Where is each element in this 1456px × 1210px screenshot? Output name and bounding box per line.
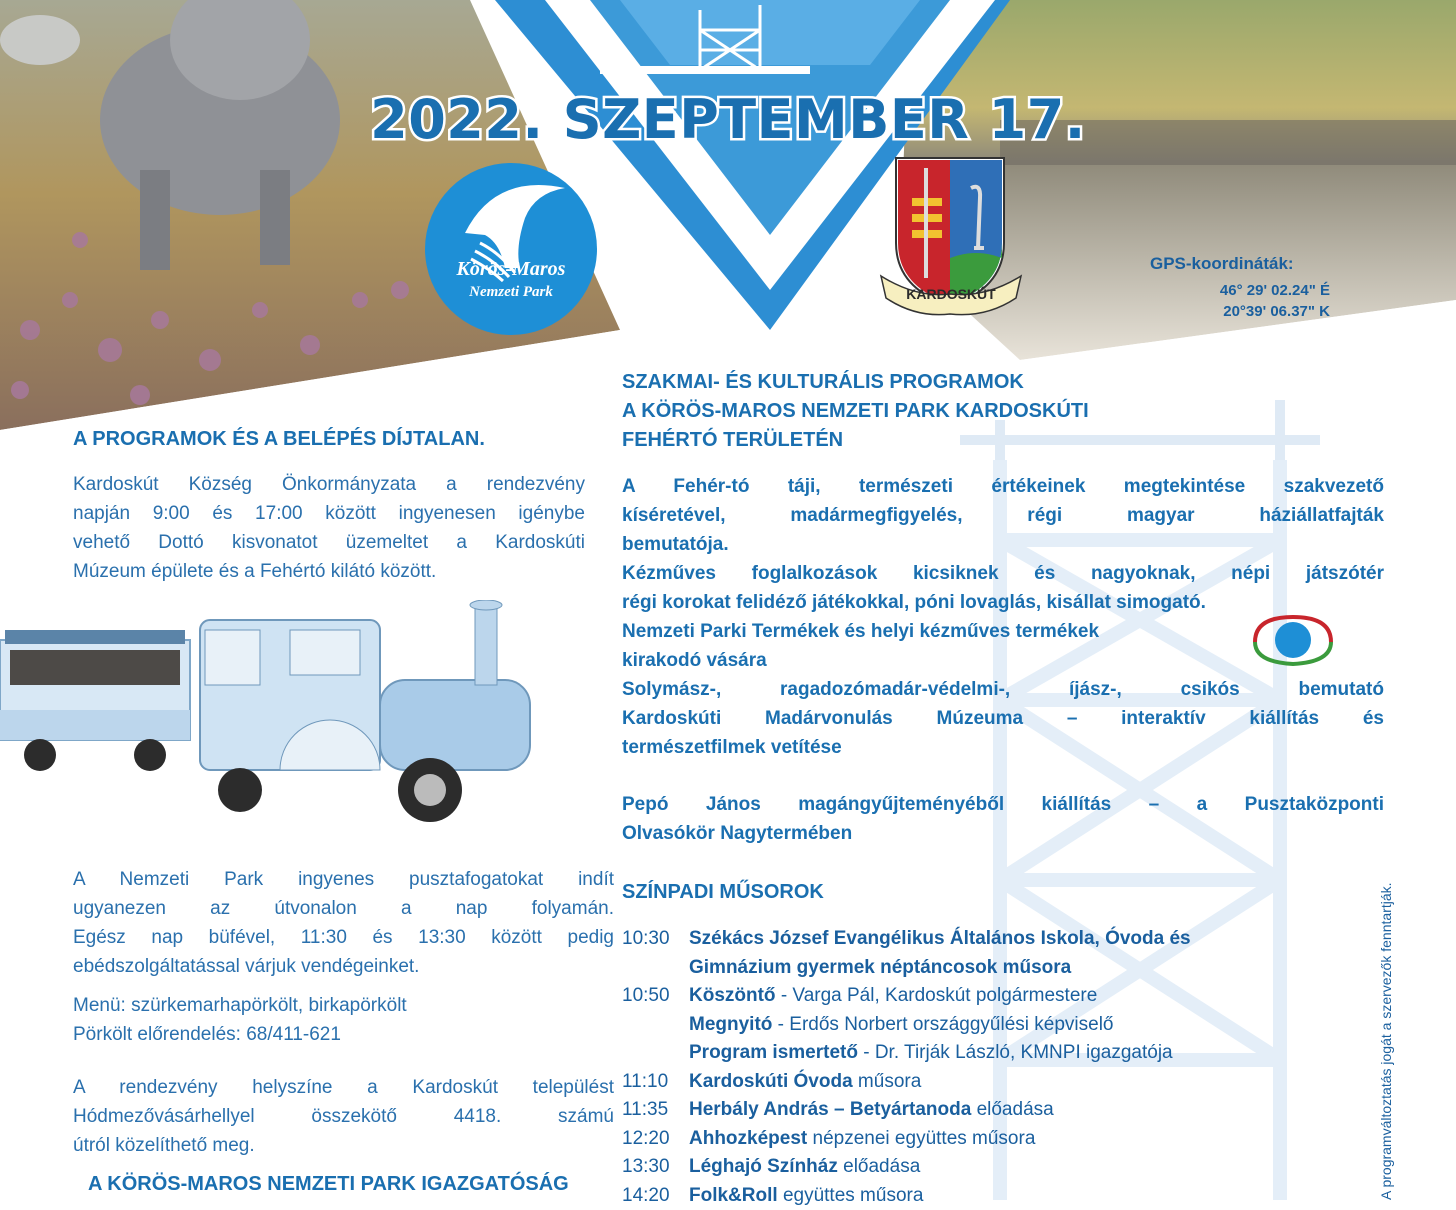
program-crafts bbox=[622, 559, 1384, 617]
schedule-detail: - Erdős Norbert országgyűlési képviselő bbox=[772, 1014, 1113, 1035]
schedule-time: 14:20 bbox=[622, 1182, 689, 1210]
schedule-performer: Folk&Roll bbox=[689, 1185, 778, 1206]
schedule-performer: Köszöntő bbox=[689, 985, 776, 1006]
directorate-heading: A KÖRÖS-MAROS NEMZETI PARK IGAZGATÓSÁG bbox=[88, 1173, 569, 1196]
schedule-row bbox=[622, 1068, 1382, 1097]
schedule-performer: Program ismertető bbox=[689, 1042, 858, 1063]
text-line: Egész nap büfével, 11:30 és 13:30 között pedig bbox=[73, 923, 614, 952]
schedule-time: 11:10 bbox=[622, 1068, 689, 1097]
schedule-row bbox=[622, 1096, 1382, 1125]
text-line: Kardoskút Község Önkormányzata a rendezvény bbox=[73, 470, 585, 499]
text-line: bemutatója. bbox=[622, 530, 1384, 559]
text-line: Nemzeti Parki Termékek és helyi kézműves termékek bbox=[622, 617, 1242, 646]
text-line: Olvasókör Nagytermében bbox=[622, 819, 1384, 848]
schedule-performer: Herbály András – Betyártanoda bbox=[689, 1099, 971, 1120]
menu-text: Menü: szürkemarhapörkölt, birkapörkölt bbox=[73, 991, 407, 1020]
schedule-time: 13:30 bbox=[622, 1153, 689, 1182]
schedule-detail: együttes műsora bbox=[778, 1185, 924, 1206]
text-line: ebédszolgáltatással várjuk vendégeinket. bbox=[73, 952, 614, 981]
schedule-row bbox=[622, 1153, 1382, 1182]
heading-line: A KÖRÖS-MAROS NEMZETI PARK KARDOSKÚTI bbox=[622, 397, 1089, 426]
schedule-time bbox=[622, 954, 689, 983]
program-market bbox=[622, 617, 1242, 675]
schedule-time: 11:35 bbox=[622, 1096, 689, 1125]
train-paragraph bbox=[73, 470, 585, 586]
schedule-time: 10:30 bbox=[622, 925, 689, 954]
schedule-performer: Kardoskúti Óvoda bbox=[689, 1071, 853, 1092]
program-nature-tour bbox=[622, 472, 1384, 559]
text-line: Solymász-, ragadozómadár-védelmi-, íjász-, csikós bemutató bbox=[622, 675, 1384, 704]
schedule-detail: előadása bbox=[971, 1099, 1053, 1120]
text-line: kirakodó vására bbox=[622, 646, 1242, 675]
stage-schedule bbox=[622, 925, 1382, 1210]
crest-banner-text: KARDOSKÚT bbox=[876, 286, 1026, 302]
schedule-detail: - Dr. Tirják László, KMNPI igazgatója bbox=[858, 1042, 1173, 1063]
preorder-text: Pörkölt előrendelés: 68/411-621 bbox=[73, 1020, 341, 1049]
schedule-row bbox=[622, 982, 1382, 1011]
schedule-row bbox=[622, 954, 1382, 983]
schedule-row bbox=[622, 1125, 1382, 1154]
park-logo-subtitle: Nemzeti Park bbox=[425, 284, 597, 301]
schedule-time: 10:50 bbox=[622, 982, 689, 1011]
event-date: 2022. SZEPTEMBER 17. bbox=[0, 88, 1456, 151]
text-line: régi korokat felidéző játékokkal, póni lovaglás, kisállat simogató. bbox=[622, 588, 1384, 617]
park-logo-name: Körös-Maros bbox=[425, 258, 597, 281]
text-line: Pepó János magángyűjteményéből kiállítás – a Pusztaközponti bbox=[622, 790, 1384, 819]
dotto-train-illustration bbox=[0, 600, 560, 840]
heading-line: SZAKMAI- ÉS KULTURÁLIS PROGRAMOK bbox=[622, 368, 1089, 397]
program-exhibition bbox=[622, 790, 1384, 848]
heading-line: FEHÉRTÓ TERÜLETÉN bbox=[622, 426, 1089, 455]
text-line: természetfilmek vetítése bbox=[622, 733, 1384, 762]
text-line: Hódmezővásárhellyel összekötő 4418. számú bbox=[73, 1102, 614, 1131]
program-falconry bbox=[622, 675, 1384, 762]
text-line: A Fehér-tó táji, természeti értékeinek megtekintése szakvezető bbox=[622, 472, 1384, 501]
schedule-detail: népzenei együttes műsora bbox=[807, 1128, 1035, 1149]
venue-paragraph bbox=[73, 1073, 614, 1160]
schedule-row bbox=[622, 1011, 1382, 1040]
schedule-performer: Gimnázium gyermek néptáncosok műsora bbox=[689, 957, 1071, 978]
text-line: napján 9:00 és 17:00 között ingyenesen igénybe bbox=[73, 499, 585, 528]
park-product-badge-icon bbox=[1250, 612, 1336, 668]
schedule-time: 12:20 bbox=[622, 1125, 689, 1154]
program-change-disclaimer bbox=[1375, 870, 1399, 1200]
park-logo bbox=[425, 163, 597, 335]
carriage-paragraph bbox=[73, 865, 614, 981]
schedule-row bbox=[622, 925, 1382, 954]
text-line: A Nemzeti Park ingyenes pusztafogatokat indít bbox=[73, 865, 614, 894]
text-line: Kardoskúti Madárvonulás Múzeuma – interaktív kiállítás és bbox=[622, 704, 1384, 733]
schedule-time bbox=[622, 1011, 689, 1040]
programs-heading bbox=[622, 368, 1089, 455]
free-entry-heading: A PROGRAMOK ÉS A BELÉPÉS DÍJTALAN. bbox=[73, 428, 485, 451]
schedule-detail: előadása bbox=[838, 1156, 920, 1177]
schedule-row bbox=[622, 1039, 1382, 1068]
schedule-row bbox=[622, 1182, 1382, 1210]
text-line: Múzeum épülete és a Fehértó kilátó között. bbox=[73, 557, 585, 586]
schedule-performer: Megnyitó bbox=[689, 1014, 772, 1035]
stage-heading: SZÍNPADI MŰSOROK bbox=[622, 878, 824, 907]
schedule-performer: Székács József Evangélikus Általános Iskola, Óvoda és bbox=[689, 928, 1191, 949]
schedule-detail: - Varga Pál, Kardoskút polgármestere bbox=[776, 985, 1098, 1006]
gps-title: GPS-koordináták: bbox=[1150, 254, 1294, 274]
disclaimer-text: A programváltoztatás jogát a szervezők fenntartják. bbox=[1378, 883, 1394, 1201]
text-line: vehető Dottó kisvonatot üzemeltet a Kardoskúti bbox=[73, 528, 585, 557]
text-line: kíséretével, madármegfigyelés, régi magyar háziállatfajták bbox=[622, 501, 1384, 530]
schedule-time bbox=[622, 1039, 689, 1068]
gps-latitude: 46° 29' 02.24" É bbox=[1180, 282, 1330, 299]
text-line: Kézműves foglalkozások kicsiknek és nagyoknak, népi játszótér bbox=[622, 559, 1384, 588]
bird-logo-icon bbox=[425, 163, 597, 335]
text-line: A rendezvény helyszíne a Kardoskút települést bbox=[73, 1073, 614, 1102]
schedule-performer: Léghajó Színház bbox=[689, 1156, 838, 1177]
schedule-performer: Ahhozképest bbox=[689, 1128, 807, 1149]
schedule-detail: műsora bbox=[853, 1071, 922, 1092]
gps-longitude: 20°39' 06.37" K bbox=[1180, 303, 1330, 320]
text-line: útról közelíthető meg. bbox=[73, 1131, 614, 1160]
text-line: ugyanezen az útvonalon a nap folyamán. bbox=[73, 894, 614, 923]
